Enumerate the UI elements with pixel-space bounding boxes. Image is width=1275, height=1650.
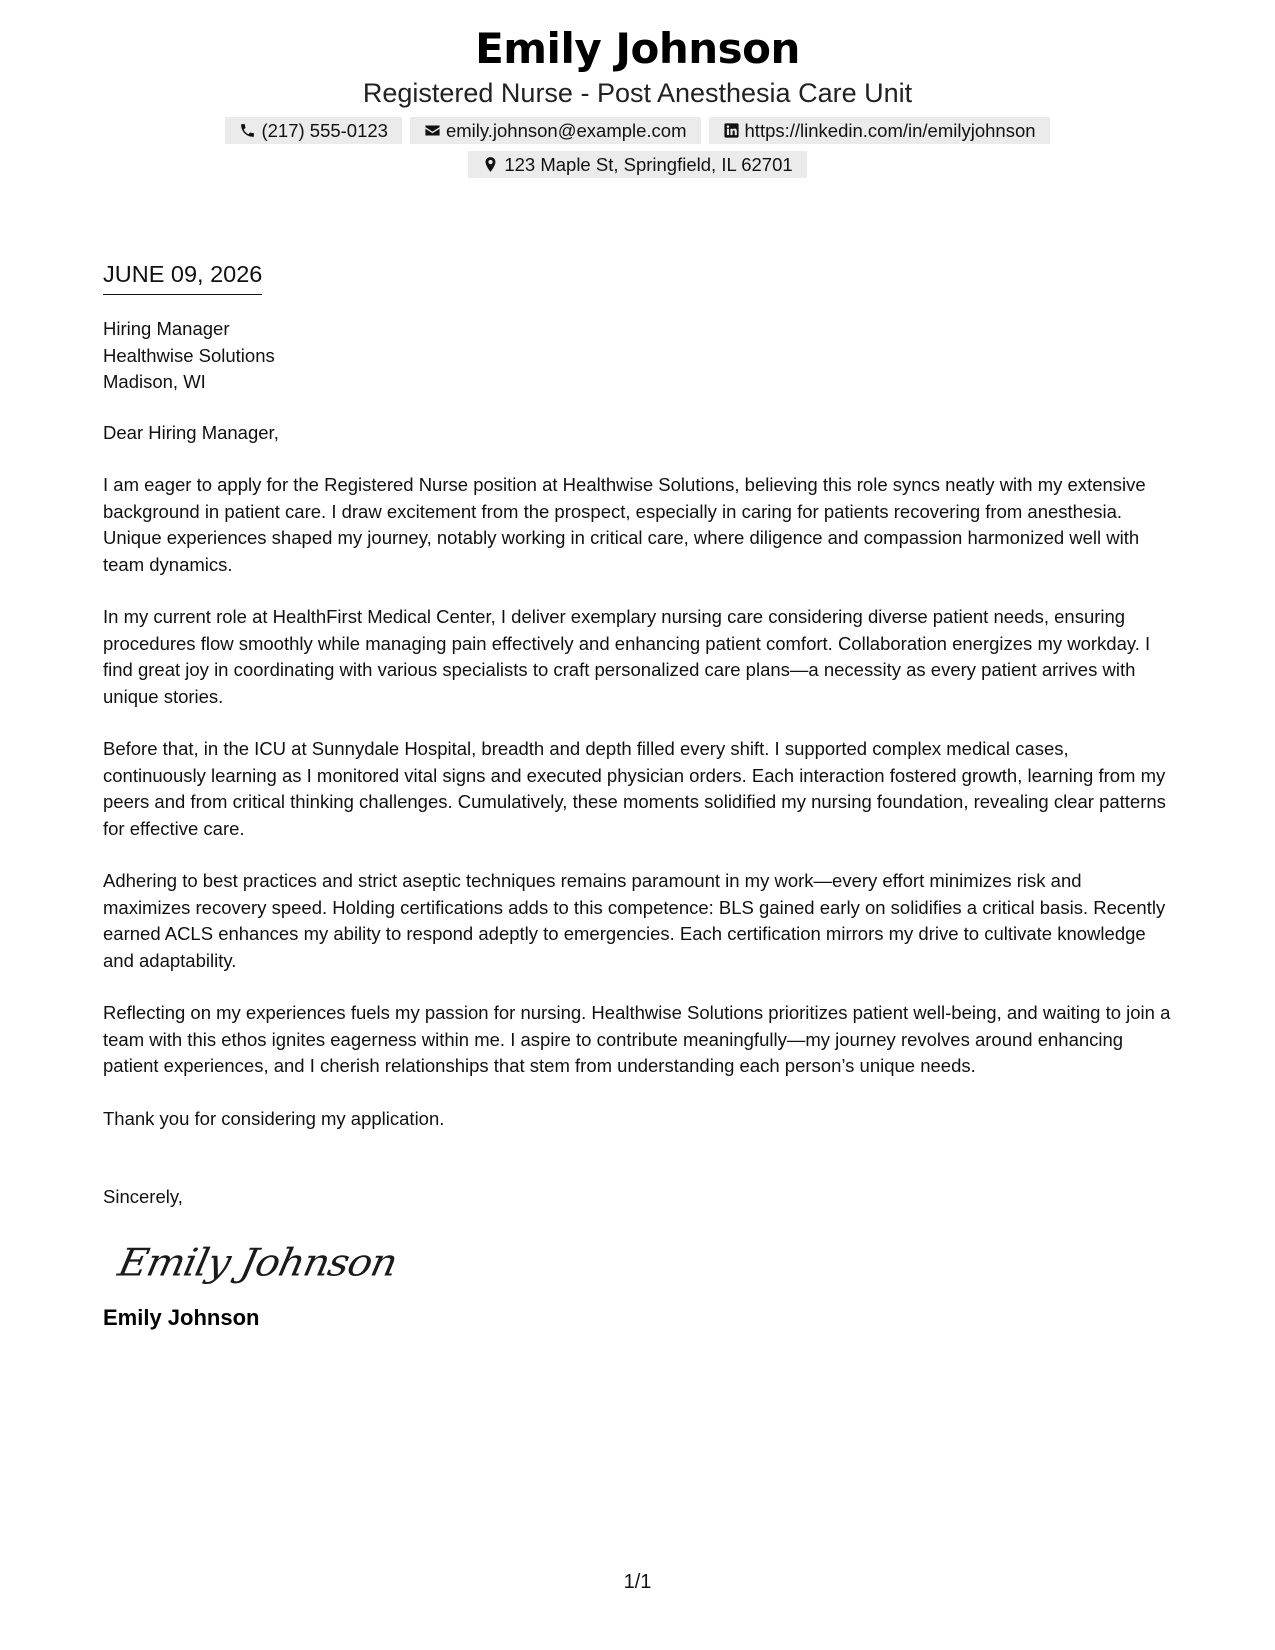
recipient-location: Madison, WI [103,371,206,392]
linkedin-icon [723,122,740,139]
body-paragraph: I am eager to apply for the Registered Nurse position at Healthwise Solutions, believing this role syncs neatly with my extensive background in patient care. I draw excitement from the prospect, especially in caring for patients recovering from anesthesia. Unique experiences shaped my journey, notably working in critical care, where diligence and compassion harmonized well with team dynamics. [103,474,1146,575]
signer-name: Emily Johnson [103,1304,260,1330]
email-chip[interactable] [410,117,701,144]
salutation: Dear Hiring Manager, [103,421,279,443]
letter-date: JUNE 09, 2026 [103,258,262,295]
applicant-name: Emily Johnson [475,24,800,73]
contact-row-primary [0,117,1275,144]
phone-text: (217) 555-0123 [261,119,388,141]
thanks-line: Thank you for considering my application. [103,1107,445,1129]
recipient-block [103,316,1173,396]
applicant-role: Registered Nurse - Post Anesthesia Care Unit [362,78,913,108]
linkedin-text: https://linkedin.com/in/emilyjohnson [744,119,1036,141]
phone-icon [239,122,256,139]
address-chip [468,151,806,178]
body-paragraph: Before that, in the ICU at Sunnydale Hospital, breadth and depth filled every shift. I supported complex medical cases, continuously learning as I monitored vital signs and executed physician orders. Each interaction fostered growth, learning from my peers and from critical thinking challenges. Cumulatively, these moments solidified my nursing foundation, revealing clear patterns for effective care. [103,738,1166,839]
body-paragraph: Reflecting on my experiences fuels my passion for nursing. Healthwise Solutions prioritizes patient well-being, and waiting to join a team with this ethos ignites eagerness within me. I aspire to contribute meaningfully—my journey revolves around enhancing patient experiences, and I cherish relationships that stem from understanding each person’s unique needs. [103,1002,1171,1076]
email-text: emily.johnson@example.com [445,119,687,141]
recipient-company: Healthwise Solutions [103,344,275,366]
letter-body [103,258,1173,1333]
body-paragraph: In my current role at HealthFirst Medical Center, I deliver exemplary nursing care considering diverse patient needs, ensuring procedures flow smoothly while managing pain effectively and enhancing patient comfort. Collaboration energizes my workday. I find great joy in coordinating with various specialists to craft personalized care plans—a necessity as every patient arrives with unique stories. [103,606,1151,707]
body-paragraph: Adhering to best practices and strict aseptic techniques remains paramount in my work—every effort minimizes risk and maximizes recovery speed. Holding certifications adds to this competence: BLS gained early on solidifies a critical basis. Recently earned ACLS enhances my ability to respond adeptly to emergencies. Each certification mirrors my drive to cultivate knowledge and adaptability. [103,870,1166,971]
letter-header [0,22,1275,178]
phone-chip[interactable] [225,117,402,144]
handwritten-signature [114,1233,1173,1293]
linkedin-chip[interactable] [709,117,1050,144]
map-marker-icon [482,156,499,173]
page-number: 1/1 [623,1571,652,1593]
recipient-title: Hiring Manager [103,318,230,339]
address-text: 123 Maple St, Springfield, IL 62701 [504,153,793,175]
envelope-icon [424,122,441,139]
closing-line: Sincerely, [103,1186,183,1207]
signature-text: Emily Johnson [114,1240,401,1285]
contact-row-secondary [0,151,1275,178]
